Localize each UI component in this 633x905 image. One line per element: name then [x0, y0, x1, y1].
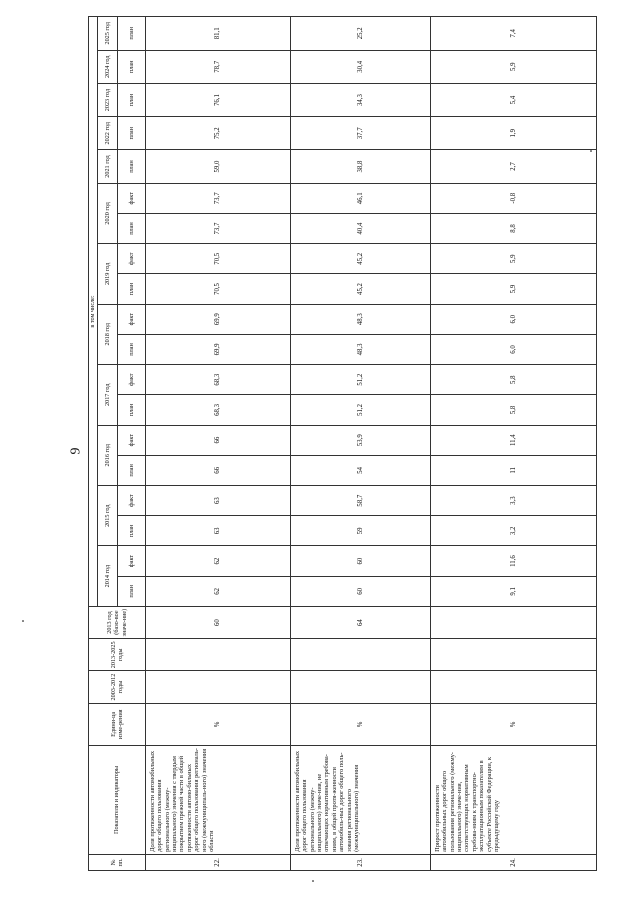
plan-header: план — [118, 150, 146, 183]
fact-header: факт — [118, 365, 146, 395]
plan-header: план — [118, 455, 146, 485]
year-header: 2016 год — [98, 425, 118, 485]
plan-header: план — [118, 83, 146, 116]
year-header: 2019 год — [98, 244, 118, 304]
value-cell: 5,9 — [431, 50, 597, 83]
value-cell: 69,9 — [146, 304, 291, 334]
value-cell: 34,3 — [291, 83, 431, 116]
value-cell: 5,8 — [431, 395, 597, 425]
scan-speck — [312, 880, 314, 882]
value-cell: 25,2 — [291, 17, 431, 51]
col-header-2013-base: 2013 год (базо-вое значе-ние) — [89, 606, 146, 638]
row-number: 23. — [291, 854, 431, 870]
year-header: 2017 год — [98, 365, 118, 425]
scan-speck — [22, 620, 24, 622]
row-number: 24. — [431, 854, 597, 870]
page-number: 9 — [68, 447, 84, 455]
plan-header: план — [118, 516, 146, 546]
value-cell: 3,2 — [431, 516, 597, 546]
value-cell: 58,7 — [291, 486, 431, 516]
fact-header: факт — [118, 486, 146, 516]
plan-header: план — [118, 274, 146, 304]
value-cell: 73,7 — [146, 213, 291, 243]
value-cell: 54 — [291, 455, 431, 485]
fact-header: факт — [118, 546, 146, 576]
scan-speck — [590, 150, 592, 152]
value-cell: 66 — [146, 425, 291, 455]
value-cell: 5,9 — [431, 274, 597, 304]
value-2003-2012 — [146, 671, 291, 703]
value-2013-base — [431, 606, 597, 638]
plan-header: план — [118, 576, 146, 606]
value-cell: 63 — [146, 486, 291, 516]
value-2013-base: 64 — [291, 606, 431, 638]
plan-header: план — [118, 395, 146, 425]
plan-header: план — [118, 117, 146, 150]
value-cell: 48,3 — [291, 304, 431, 334]
value-cell: 45,2 — [291, 244, 431, 274]
indicator-name: Доля протяженности автомобильных дорог общего пользования регионального (межму-ниципального) значения с твердым покрытием прежней части в общей протяженности автомо-бильных дорог общего пользования региональ-ного (межмуниципаль-ного) значения области — [146, 746, 291, 855]
value-cell: 3,3 — [431, 486, 597, 516]
value-cell: 38,8 — [291, 150, 431, 183]
col-header-including: в том числе: — [89, 17, 98, 607]
value-cell: 5,4 — [431, 83, 597, 116]
value-cell: 7,4 — [431, 17, 597, 51]
value-cell: 81,1 — [146, 17, 291, 51]
year-header: 2025 год — [98, 17, 118, 51]
col-header-number: № пп. — [89, 854, 146, 870]
year-header: 2015 год — [98, 486, 118, 546]
plan-header: план — [118, 334, 146, 364]
year-header: 2022 год — [98, 117, 118, 150]
value-cell: 8,8 — [431, 213, 597, 243]
row-number: 22. — [146, 854, 291, 870]
value-cell: 6,0 — [431, 334, 597, 364]
value-cell: 1,9 — [431, 117, 597, 150]
indicator-name: Доля протяженности автомобильных дорог общего пользования регионального (межму-ниципального) значе-ния, не отвечающих нормативным требова-ниям, в общей протя-женности автомобиль-ных дорог общего поль-зования регионального (межмуниципального) значения — [291, 746, 431, 855]
value-cell: 11 — [431, 455, 597, 485]
value-cell: 63 — [146, 516, 291, 546]
value-cell: 48,3 — [291, 334, 431, 364]
fact-header: факт — [118, 304, 146, 334]
value-cell: 66 — [146, 455, 291, 485]
value-cell: 40,4 — [291, 213, 431, 243]
value-2013-2025 — [291, 639, 431, 671]
value-cell: 69,9 — [146, 334, 291, 364]
value-cell: 68,3 — [146, 365, 291, 395]
value-cell: 76,1 — [146, 83, 291, 116]
plan-header: план — [118, 50, 146, 83]
value-cell: 6,0 — [431, 304, 597, 334]
fact-header: факт — [118, 425, 146, 455]
value-2013-2025 — [431, 639, 597, 671]
value-cell: 59 — [291, 516, 431, 546]
value-cell: 60 — [291, 546, 431, 576]
value-cell: 60 — [291, 576, 431, 606]
year-header: 2020 год — [98, 183, 118, 243]
value-cell: 68,3 — [146, 395, 291, 425]
table-row — [291, 17, 431, 871]
value-cell: 5,9 — [431, 244, 597, 274]
year-header: 2018 год — [98, 304, 118, 364]
value-cell: 9,1 — [431, 576, 597, 606]
unit-cell: % — [146, 703, 291, 745]
value-cell: 62 — [146, 576, 291, 606]
value-cell: -0,8 — [431, 183, 597, 213]
value-cell: 78,7 — [146, 50, 291, 83]
plan-header: план — [118, 213, 146, 243]
indicator-name: Прирост протяженности автомобильных дорог общего пользования регионального (межму-ниципального) значе-ния, соответствующих нормативным требова-ниям к транспортно-эксплуатационным показателям в субъекте Российской Федерации, к предыдущему году — [431, 746, 597, 855]
value-cell: 5,8 — [431, 365, 597, 395]
unit-cell: % — [431, 703, 597, 745]
year-header: 2021 год — [98, 150, 118, 183]
value-cell: 2,7 — [431, 150, 597, 183]
value-cell: 62 — [146, 546, 291, 576]
value-cell: 53,9 — [291, 425, 431, 455]
indicator-table-body — [146, 17, 597, 871]
col-header-unit: Едини-ца изме-рения — [89, 703, 146, 745]
table-row — [431, 17, 597, 871]
value-cell: 75,2 — [146, 117, 291, 150]
year-header: 2023 год — [98, 83, 118, 116]
col-header-2003-2012: 2003-2012 годы — [89, 671, 146, 703]
value-cell: 51,2 — [291, 395, 431, 425]
year-header: 2024 год — [98, 50, 118, 83]
value-cell: 70,5 — [146, 244, 291, 274]
fact-header: факт — [118, 244, 146, 274]
value-cell: 70,5 — [146, 274, 291, 304]
value-2003-2012 — [291, 671, 431, 703]
table-row — [146, 17, 291, 871]
fact-header: факт — [118, 183, 146, 213]
plan-header: план — [118, 17, 146, 51]
col-header-indicator: Показатели и индикаторы — [89, 746, 146, 855]
value-2013-2025 — [146, 639, 291, 671]
col-header-2013-2025: 2013-2025 годы — [89, 639, 146, 671]
value-cell: 11,6 — [431, 546, 597, 576]
value-cell: 51,2 — [291, 365, 431, 395]
value-cell: 46,1 — [291, 183, 431, 213]
value-2003-2012 — [431, 671, 597, 703]
value-cell: 73,7 — [146, 183, 291, 213]
value-cell: 59,0 — [146, 150, 291, 183]
indicator-table-container — [88, 16, 596, 871]
unit-cell: % — [291, 703, 431, 745]
rotated-table-frame — [88, 16, 596, 871]
value-cell: 11,4 — [431, 425, 597, 455]
value-cell: 37,7 — [291, 117, 431, 150]
year-header: 2014 год — [98, 546, 118, 606]
value-2013-base: 60 — [146, 606, 291, 638]
value-cell: 30,4 — [291, 50, 431, 83]
indicator-table — [88, 16, 597, 871]
value-cell: 45,2 — [291, 274, 431, 304]
